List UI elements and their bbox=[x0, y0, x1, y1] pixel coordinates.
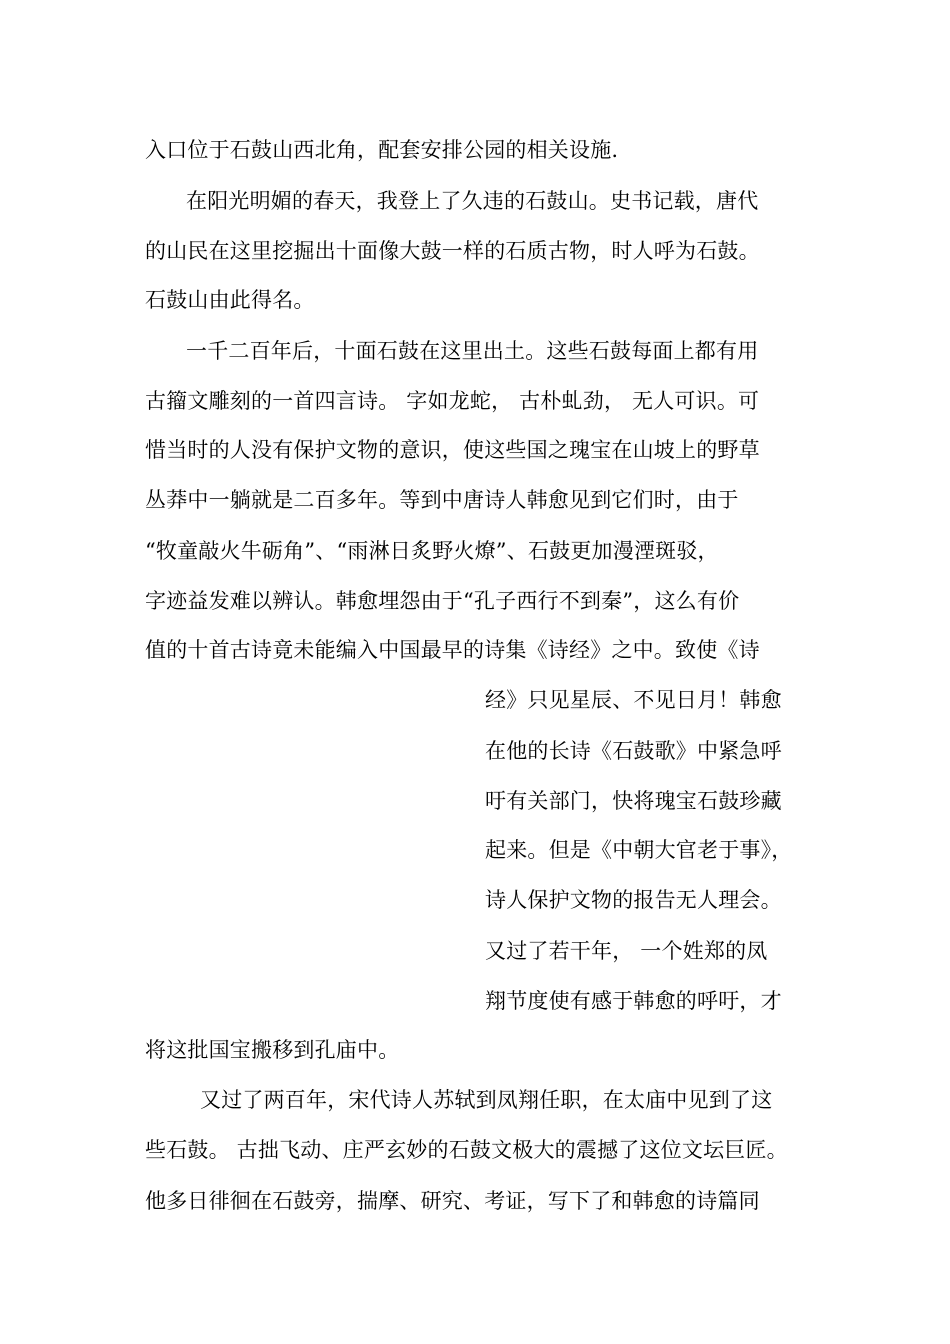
text-line: 字迹益发难以辨认。韩愈埋怨由于“孔子西行不到秦”，这么有价 bbox=[145, 589, 740, 613]
text-line: 古籀文雕刻的一首四言诗。 字如龙蛇， 古朴虬劲， 无人可识。可 bbox=[145, 389, 760, 413]
text-line: 翔节度使有感于韩愈的呼吁，才 bbox=[485, 989, 782, 1013]
text-line: 一千二百年后，十面石鼓在这里出土。这些石鼓每面上都有用 bbox=[186, 339, 759, 363]
text-line: 入口位于石鼓山西北角，配套安排公园的相关设施. bbox=[145, 138, 619, 162]
text-line: 的山民在这里挖掘出十面像大鼓一样的石质古物，时人呼为石鼓。 bbox=[145, 239, 760, 263]
text-line: 又过了若干年， 一个姓郑的凤 bbox=[485, 939, 768, 963]
text-line: 吁有关部门，快将瑰宝石鼓珍藏 bbox=[485, 789, 782, 813]
text-line: 又过了两百年，宋代诗人苏轼到凤翔任职，在太庙中见到了这 bbox=[200, 1088, 773, 1112]
text-line: 在他的长诗《石鼓歌》中紧急呼 bbox=[485, 739, 782, 763]
text-line: 些石鼓。 古拙飞动、庄严玄妙的石鼓文极大的震撼了这位文坛巨匠。 bbox=[145, 1138, 788, 1162]
text-line: 经》只见星辰、不见日月！韩愈 bbox=[485, 688, 782, 712]
text-line: 起来。但是《中朝大官老于事》， bbox=[485, 838, 793, 862]
text-line: 在阳光明媚的春天，我登上了久违的石鼓山。史书记载，唐代 bbox=[186, 189, 759, 213]
text-line: 将这批国宝搬移到孔庙中。 bbox=[145, 1038, 400, 1062]
text-line: 他多日徘徊在石鼓旁，揣摩、研究、考证，写下了和韩愈的诗篇同 bbox=[145, 1189, 760, 1213]
text-line: 石鼓山由此得名。 bbox=[145, 288, 315, 312]
text-line: “牧童敲火牛砺角”、“雨淋日炙野火燎”、石鼓更加漫湮斑驳， bbox=[145, 539, 719, 563]
text-line: 惜当时的人没有保护文物的意识，使这些国之瑰宝在山坡上的野草 bbox=[145, 438, 760, 462]
text-line: 丛莽中一躺就是二百多年。等到中唐诗人韩愈见到它们时，由于 bbox=[145, 488, 739, 512]
text-line: 值的十首古诗竟未能编入中国最早的诗集《诗经》之中。致使《诗 bbox=[145, 638, 760, 662]
text-line: 诗人保护文物的报告无人理会。 bbox=[485, 888, 782, 912]
